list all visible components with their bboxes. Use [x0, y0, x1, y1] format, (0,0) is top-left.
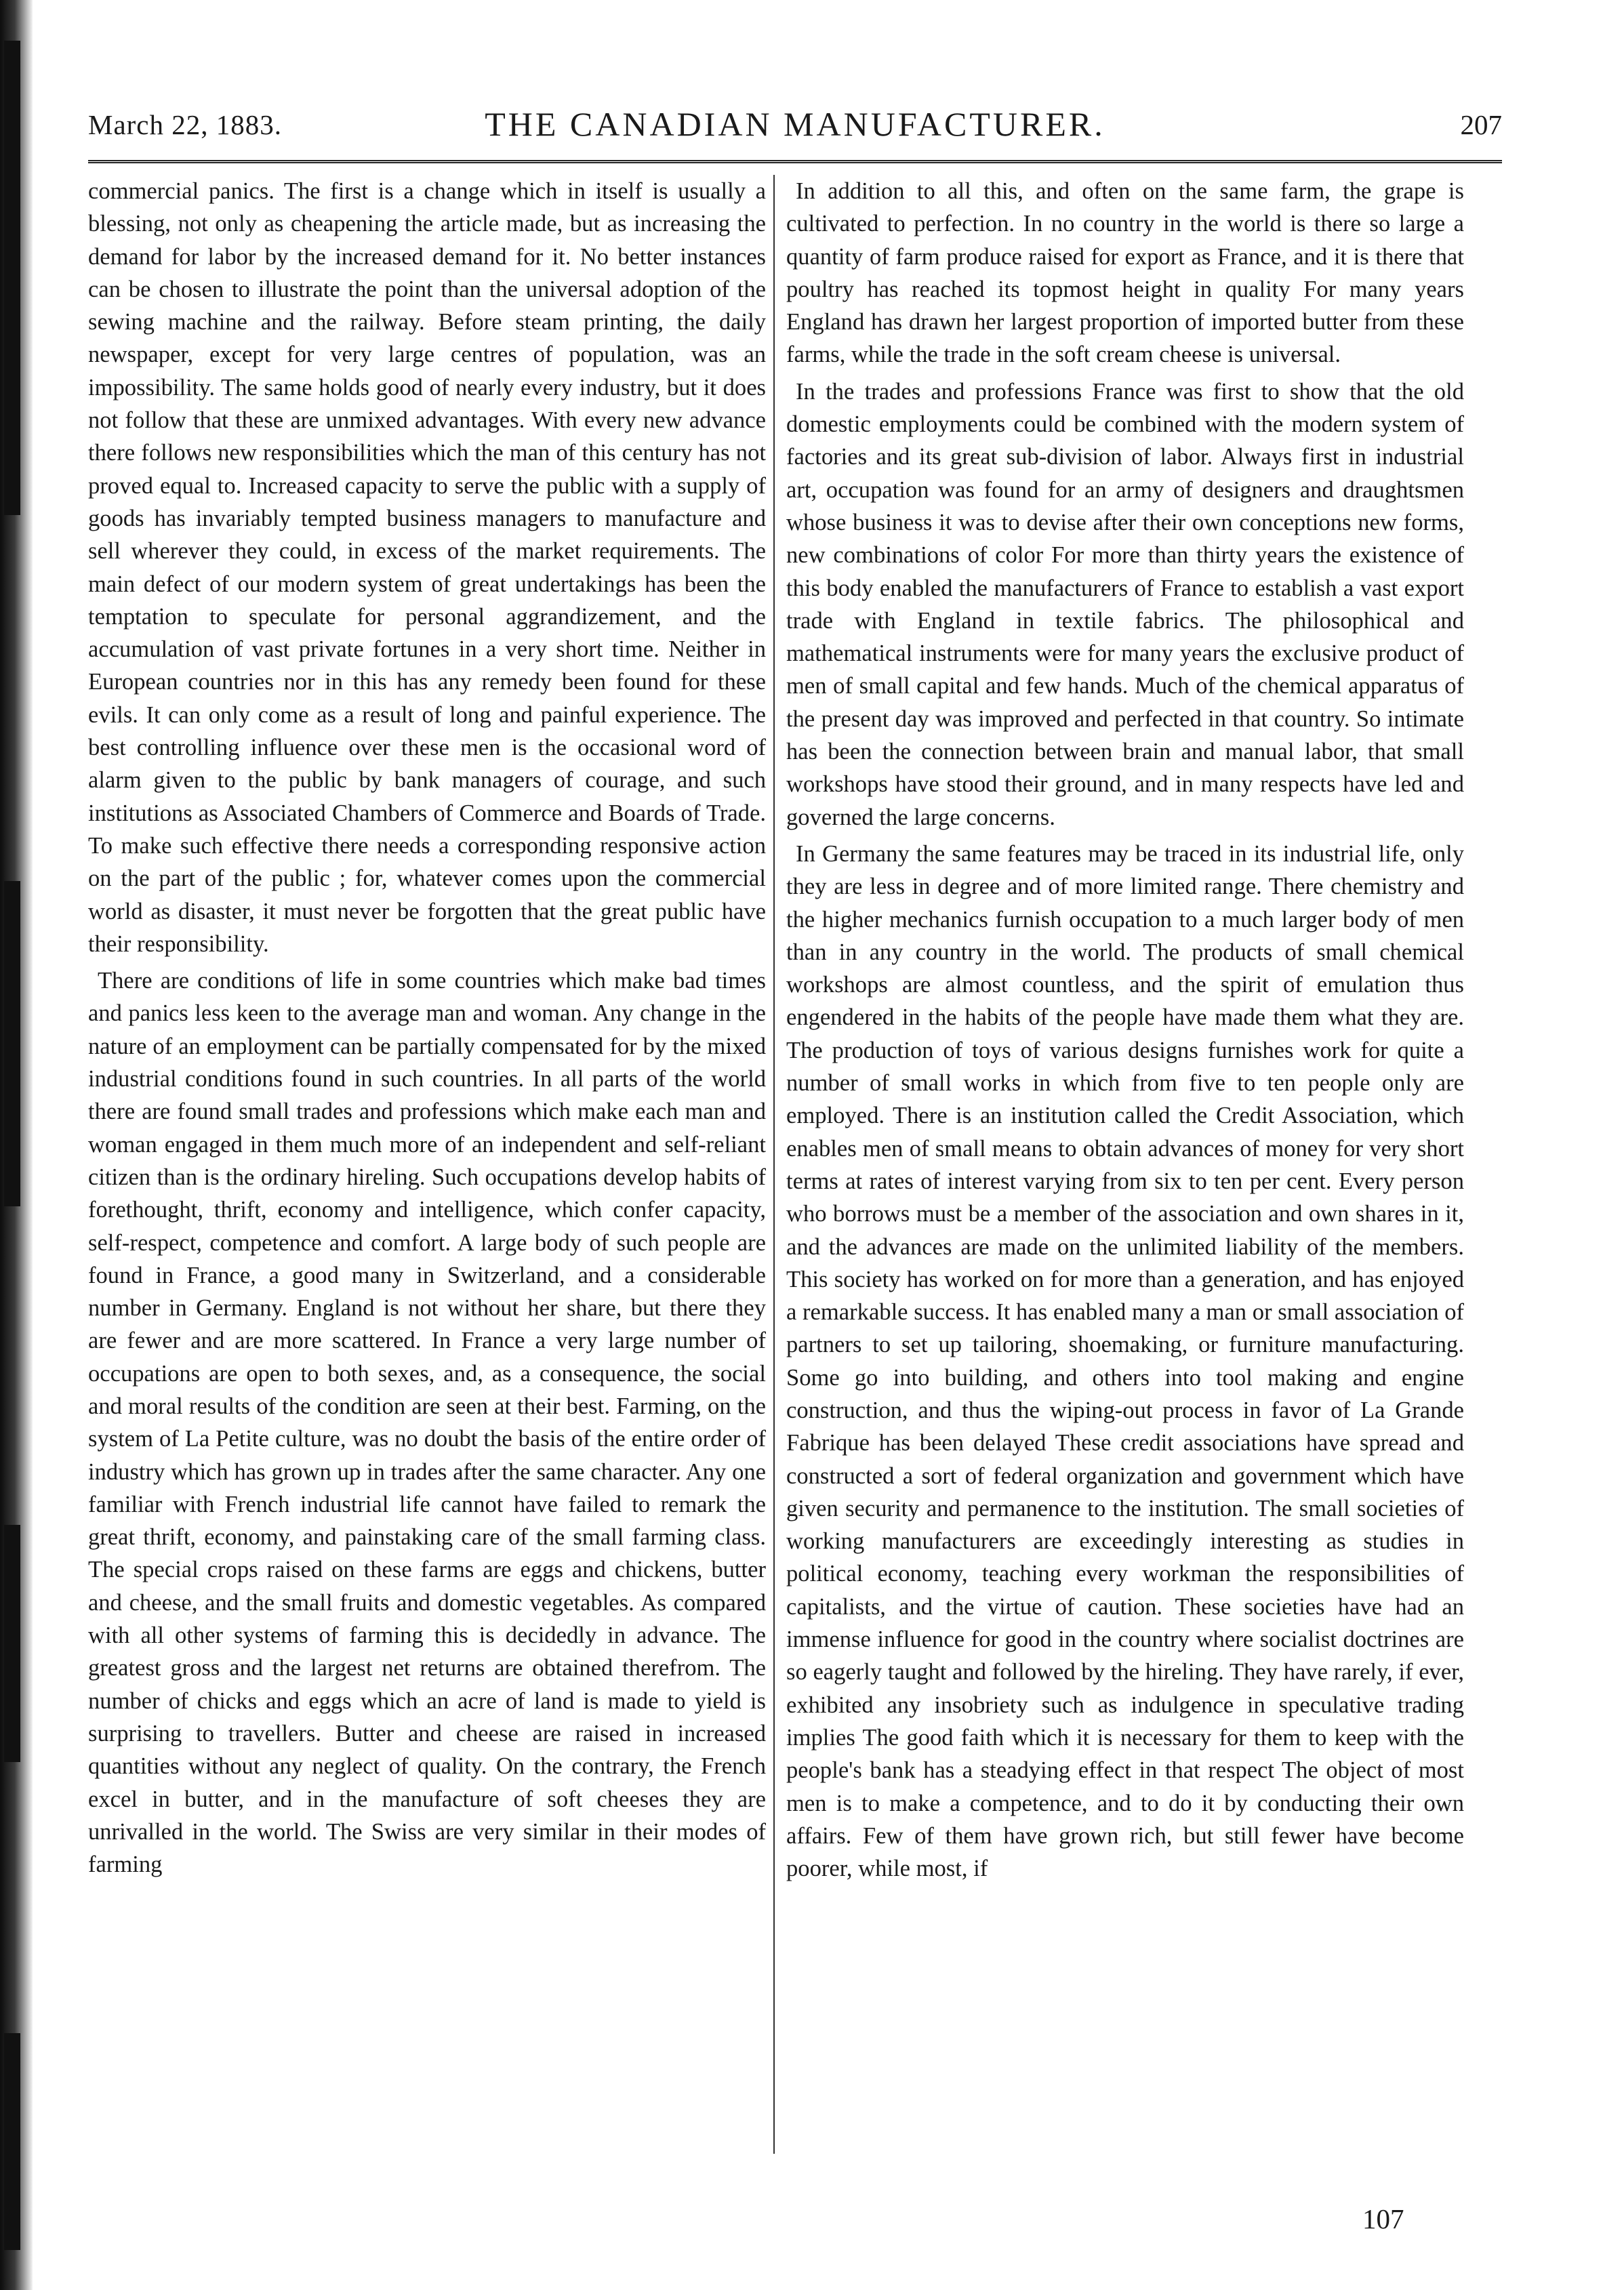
- paragraph: In the trades and professions France was first to show that the old domestic employments could be combined with the modern system of factories and its great sub-division of labor. Always first in industrial art, occupation was found for an army of designers and draughtsmen whose business it was to devise after their own conceptions new forms, new combinations of color For more than thirty years the existence of this body enabled the manufacturers of France to establish a vast export trade with England in textile fabrics. The philosophical and mathematical instruments were for many years the exclusive product of men of small capital and few hands. Much of the chemical apparatus of the present day was improved and perfected in that country. So intimate has been the connection between brain and manual labor, that small workshops have stood their ground, and in many respects have led and governed the large concerns.: [786, 378, 1464, 830]
- gutter-shadow: [4, 2033, 20, 2250]
- footer-page-number: 107: [1362, 2203, 1404, 2234]
- gutter-shadow: [4, 881, 20, 1206]
- text-column-right: [786, 175, 1464, 1889]
- paragraph: In addition to all this, and often on the same farm, the grape is cultivated to perfection. In no country in the world is there so large a quantity of farm produce raised for export as France, and it is there that poultry has reached its topmost height in quality For many years England has drawn her largest proportion of imported butter from these farms, while the trade in the soft cream cheese is universal.: [786, 178, 1464, 368]
- text-column-left: [88, 175, 766, 1885]
- header-page-number: 207: [1460, 109, 1502, 140]
- issue-date: March 22, 1883.: [88, 109, 283, 140]
- header-rule: [88, 160, 1502, 166]
- page-header: [88, 102, 1502, 149]
- paragraph: In Germany the same features may be traced in its industrial life, only they are less in degree and of more limited range. There chemistry and the higher mechanics furnish occupation to a much larger body of men than in any country in the world. The products of small chemical workshops are almost countless, and the spirit of emulation thus engendered in the habits of the people have made them what they are. The production of toys of various designs furnishes work for quite a number of small works in which from five to ten people only are employed. There is an institution called the Credit Association, which enables men of small means to obtain advances of money for very short terms at rates of interest varying from six to ten per cent. Every person who borrows must be a member of the association and own shares in it, and the advances are made on the unlimited liability of the members. This society has worked on for more than a generation, and has enjoyed a remarkable success. It has enabled many a man or small association of partners to set up tailoring, shoemaking, or furniture manufacturing. Some go into building, and others into tool making and engine construction, and thus the wiping-out process in favor of La Grande Fabrique has been delayed These credit associations have spread and constructed a sort of federal organization and government which have given security and permanence to the institution. The small societies of working manufacturers are exceedingly interesting as studies in political economy, teaching every workman the responsibilities of capitalists, and the virtue of caution. These societies have had an immense influence for good in the country where socialist doctrines are so eagerly taught and followed by the hireling. They have rarely, if ever, exhibited any insobriety such as indulgence in speculative trading implies The good faith which it is necessary for them to keep with the people's bank has a steadying effect in that respect The object of most men is to make a competence, and to do it by conducting their own affairs. Few of them have grown rich, but still fewer have become poorer, while most, if: [786, 840, 1464, 1882]
- gutter-shadow: [4, 41, 20, 515]
- paragraph: commercial panics. The first is a change which in itself is usually a blessing, not only as cheapening the article made, but as increasing the demand for labor by the increased demand for it. No better instances can be chosen to illustrate the point than the universal adoption of the sewing machine and the railway. Before steam printing, the daily newspaper, except for very large centres of population, was an impossibility. The same holds good of nearly every industry, but it does not follow that these are unmixed advantages. With every new advance there follows new responsibilities which the man of this century has not proved equal to. Increased capacity to serve the public with a supply of goods has invariably tempted business managers to manufacture and sell wherever they could, in excess of the market requirements. The main defect of our modern system of great undertakings has been the temptation to speculate for personal aggrandizement, and the accumulation of vast private fortunes in a very short time. Neither in European countries nor in this has any remedy been found for these evils. It can only come as a result of long and painful experience. The best controlling influence over these men is the occasional word of alarm given to the public by bank managers of courage, and such institutions as Associated Chambers of Commerce and Boards of Trade. To make such effective there needs a corresponding responsive action on the part of the public ; for, whatever comes upon the commercial world as disaster, it must never be forgotten that the great public have their responsibility.: [88, 178, 766, 957]
- scanned-page-gutter: [0, 0, 33, 2290]
- column-divider: [773, 175, 775, 2154]
- paragraph: There are conditions of life in some countries which make bad times and panics less keen to the average man and woman. Any change in the nature of an employment can be partially compensated for by the mixed industrial conditions found in such countries. In all parts of the world there are found small trades and professions which make each man and woman engaged in them much more of an independent and self-reliant citizen than is the ordinary hireling. Such occupations develop habits of forethought, thrift, economy and intelligence, which confer capacity, self-respect, competence and comfort. A large body of such people are found in France, a good many in Switzerland, and a considerable number in Germany. England is not without her share, but there they are fewer and are more scattered. In France a very large number of occupations are open to both sexes, and, as a consequence, the social and moral results of the condition are seen at their best. Farming, on the system of La Petite culture, was no doubt the basis of the entire order of industry which has grown up in trades after the same character. Any one familiar with French industrial life cannot have failed to remark the great thrift, economy, and painstaking care of the small farming class. The special crops raised on these farms are eggs and chickens, butter and cheese, and the small fruits and domestic vegetables. As compared with all other systems of farming this is decidedly in advance. The greatest gross and the largest net returns are obtained therefrom. The number of chicks and eggs which an acre of land is made to yield is surprising to travellers. Butter and cheese are raised in increased quantities without any neglect of quality. On the contrary, the French excel in butter, and in the manufacture of soft cheeses they are unrivalled in the world. The Swiss are very similar in their modes of farming: [88, 968, 766, 1878]
- publication-title: THE CANADIAN MANUFACTURER.: [485, 105, 1105, 143]
- gutter-shadow: [4, 1525, 20, 1762]
